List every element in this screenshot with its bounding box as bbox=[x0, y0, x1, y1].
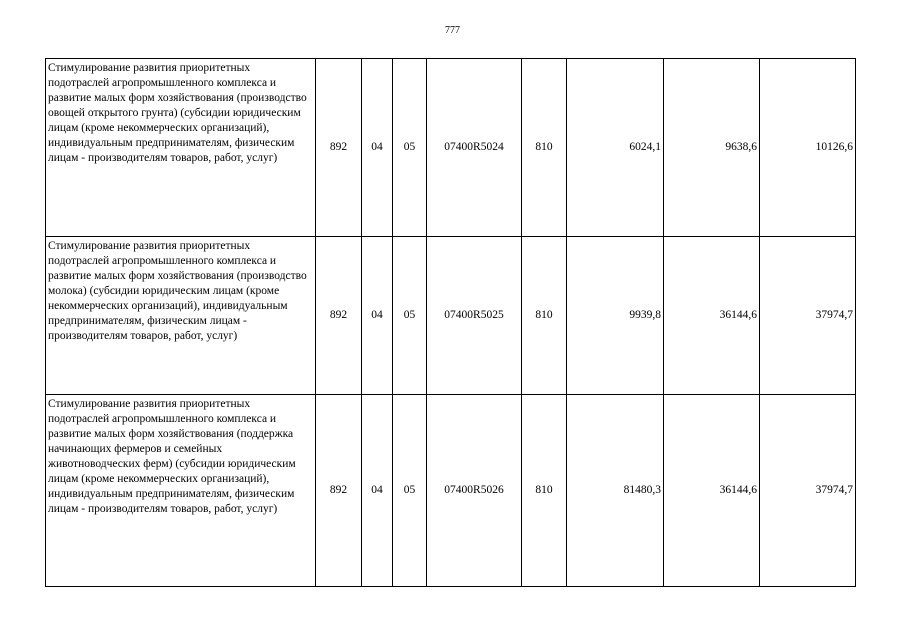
row-description: Стимулирование развития приоритетных подотраслей агропромышленного комплекса и развитие малых форм хозяйствования (производство овощей открытого грунта) (субсидии юридическим лицам (кроме некоммерческих организаций), индивидуальным предпринимателям, физическим лицам - производителям товаров, работ, услуг) bbox=[46, 59, 316, 237]
section-code: 04 bbox=[362, 395, 393, 587]
amount-1: 6024,1 bbox=[567, 59, 664, 237]
amount-1: 9939,8 bbox=[567, 237, 664, 395]
subsection-code: 05 bbox=[393, 237, 427, 395]
ministry-code: 892 bbox=[316, 395, 362, 587]
target-article-code: 07400R5026 bbox=[427, 395, 522, 587]
page-number: 777 bbox=[445, 25, 460, 36]
target-article-code: 07400R5024 bbox=[427, 59, 522, 237]
amount-3: 10126,6 bbox=[760, 59, 856, 237]
expense-type-code: 810 bbox=[522, 395, 567, 587]
expense-type-code: 810 bbox=[522, 59, 567, 237]
amount-3: 37974,7 bbox=[760, 395, 856, 587]
subsection-code: 05 bbox=[393, 59, 427, 237]
row-description: Стимулирование развития приоритетных подотраслей агропромышленного комплекса и развитие малых форм хозяйствования (поддержка начинающих фермеров и семейных животноводческих ферм) (субсидии юридическим лицам (кроме некоммерческих организаций), индивидуальным предпринимателям, физическим лицам - производителям товаров, работ, услуг) bbox=[46, 395, 316, 587]
table-row bbox=[46, 395, 856, 587]
subsection-code: 05 bbox=[393, 395, 427, 587]
section-code: 04 bbox=[362, 237, 393, 395]
amount-2: 9638,6 bbox=[664, 59, 760, 237]
amount-2: 36144,6 bbox=[664, 237, 760, 395]
ministry-code: 892 bbox=[316, 237, 362, 395]
table-row bbox=[46, 237, 856, 395]
amount-3: 37974,7 bbox=[760, 237, 856, 395]
row-description: Стимулирование развития приоритетных подотраслей агропромышленного комплекса и развитие малых форм хозяйствования (производство молока) (субсидии юридическим лицам (кроме некоммерческих организаций), индивидуальным предпринимателям, физическим лицам - производителям товаров, работ, услуг) bbox=[46, 237, 316, 395]
amount-2: 36144,6 bbox=[664, 395, 760, 587]
amount-1: 81480,3 bbox=[567, 395, 664, 587]
table-row bbox=[46, 59, 856, 237]
budget-table bbox=[45, 58, 856, 587]
target-article-code: 07400R5025 bbox=[427, 237, 522, 395]
section-code: 04 bbox=[362, 59, 393, 237]
ministry-code: 892 bbox=[316, 59, 362, 237]
expense-type-code: 810 bbox=[522, 237, 567, 395]
